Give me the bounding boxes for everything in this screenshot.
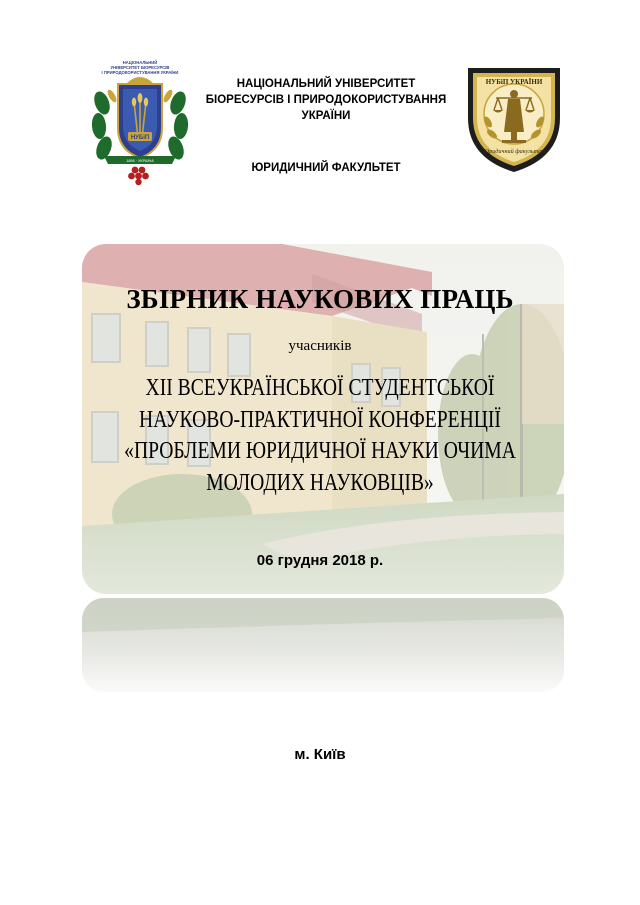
conference-date: 06 грудня 2018 р. <box>256 552 384 569</box>
conference-title <box>112 372 528 498</box>
conference-title-line-4: МОЛОДИХ НАУКОВЦІВ» <box>206 468 434 496</box>
university-name-line-3: УКРАЇНИ <box>301 110 351 122</box>
svg-text:1898 · УКРАЇНА: 1898 · УКРАЇНА <box>126 159 154 163</box>
university-name-line-2: БІОРЕСУРСІВ І ПРИРОДОКОРИСТУВАННЯ <box>205 94 447 106</box>
svg-text:НУБіП: НУБіП <box>130 135 150 141</box>
participants-label: учасників <box>288 338 352 354</box>
university-name <box>190 76 462 124</box>
conference-title-line-2: НАУКОВО-ПРАКТИЧНОЇ КОНФЕРЕНЦІЇ <box>139 405 501 433</box>
collection-title: ЗБІРНИК НАУКОВИХ ПРАЦЬ <box>126 284 514 314</box>
faculty-name: ЮРИДИЧНИЙ ФАКУЛЬТЕТ <box>251 162 401 174</box>
svg-text:І ПРИРОДОКОРИСТУВАННЯ УКРАЇНИ: І ПРИРОДОКОРИСТУВАННЯ УКРАЇНИ <box>101 70 179 75</box>
university-coat-of-arms-icon <box>90 58 190 186</box>
svg-text:НАЦІОНАЛЬНИЙ: НАЦІОНАЛЬНИЙ <box>122 60 158 65</box>
conference-title-line-3: «ПРОБЛЕМИ ЮРИДИЧНОЇ НАУКИ ОЧИМА <box>124 437 516 464</box>
emblem-top-text: НУБіП УКРАЇНИ <box>485 78 543 86</box>
campus-photo-reflection <box>82 598 564 692</box>
emblem-bottom-text: Юридичний факультет <box>482 148 546 155</box>
svg-text:УНІВЕРСИТЕТ БІОРЕСУРСІВ: УНІВЕРСИТЕТ БІОРЕСУРСІВ <box>110 65 170 70</box>
university-name-line-1: НАЦІОНАЛЬНИЙ УНІВЕРСИТЕТ <box>236 78 416 90</box>
conference-title-line-1: XII ВСЕУКРАЇНСЬКОЇ СТУДЕНТСЬКОЇ <box>145 374 495 401</box>
city-footer: м. Київ <box>294 746 346 763</box>
law-faculty-themis-emblem-icon <box>462 60 566 174</box>
